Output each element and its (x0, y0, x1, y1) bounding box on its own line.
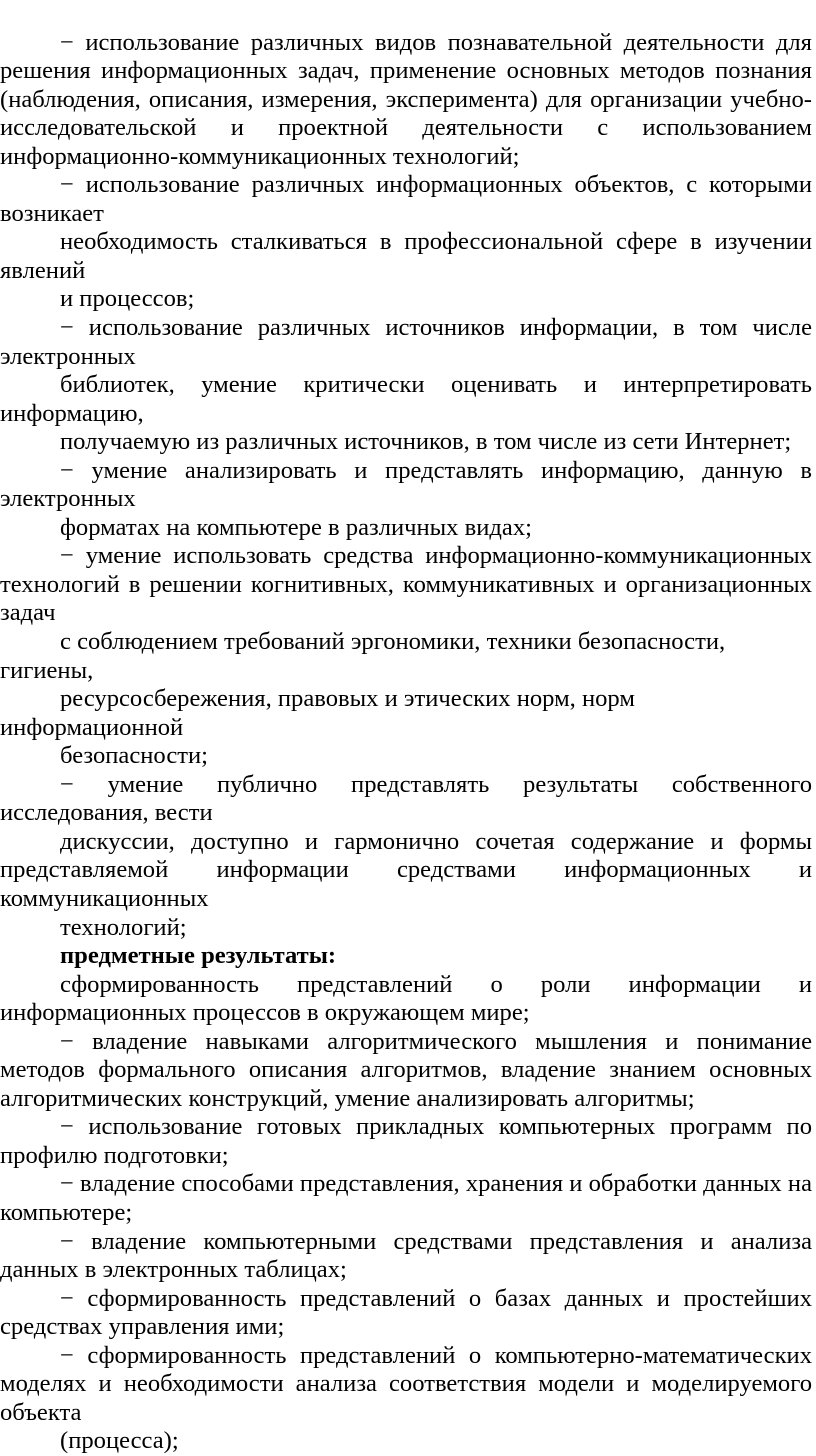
paragraph: библиотек, умение критически оценивать и интерпретировать информацию, (0, 371, 812, 427)
paragraph: (процесса); (60, 1427, 179, 1455)
paragraph: дискуссии, доступно и гармонично сочетая содержание и формы представляемой информации средствами информационных и коммуникационных (0, 827, 812, 912)
paragraph: с соблюдением требований эргономики, техники безопасности, гигиены, (0, 628, 726, 684)
paragraph: получаемую из различных источников, в том числе из сети Интернет; (60, 428, 792, 456)
paragraph: − использование готовых прикладных компьютерных программ по профилю подготовки; (0, 1113, 812, 1169)
paragraph: − использование различных информационных объектов, с которыми возникает (0, 171, 812, 227)
paragraph: форматах на компьютере в различных видах; (60, 513, 532, 541)
paragraph: − умение публично представлять результаты собственного исследования, вести (0, 770, 812, 827)
paragraph: − умение использовать средства информационно-коммуникационных технологий в решении когнитивных, коммуникативных и организационных задач (0, 542, 812, 627)
paragraph: − владение способами представления, хранения и обработки данных на компьютере; (0, 1170, 812, 1226)
paragraph: − владение компьютерными средствами представления и анализа данных в электронных таблицах; (0, 1227, 812, 1284)
paragraph: технологий; (60, 913, 187, 941)
paragraph: необходимость сталкиваться в профессиональной сфере в изучении явлений (0, 228, 812, 284)
top-gap (0, 0, 812, 29)
paragraph: сформированность представлений о роли информации и информационных процессов в окружающем мире; (0, 970, 812, 1027)
paragraph: ресурсосбережения, правовых и этических норм, норм информационной (0, 685, 635, 741)
paragraph: − сформированность представлений о базах данных и простейших средствах управления ими; (0, 1284, 812, 1341)
paragraph: − использование различных источников информации, в том числе электронных (0, 314, 812, 370)
paragraph: − сформированность представлений о компьютерно-математических моделях и необходимости анализа соответствия модели и моделируемого объекта (0, 1341, 812, 1426)
paragraph: безопасности; (60, 742, 208, 770)
paragraph: − умение анализировать и представлять информацию, данную в электронных (0, 456, 812, 513)
section-heading: предметные результаты: (60, 942, 337, 970)
paragraph: − владение навыками алгоритмического мышления и понимание методов формального описания алгоритмов, владение знанием основных алгоритмических конструкций, умение анализировать алгоритмы; (0, 1027, 812, 1112)
paragraph: − использование различных видов познавательной деятельности для решения информационных задач, применение основных методов познания (наблюдения, описания, измерения, эксперимента) для организации учебно-исследовательской и проектной деятельности с использованием информационно-коммуникационных технологий; (0, 28, 812, 170)
paragraph: и процессов; (60, 285, 195, 313)
